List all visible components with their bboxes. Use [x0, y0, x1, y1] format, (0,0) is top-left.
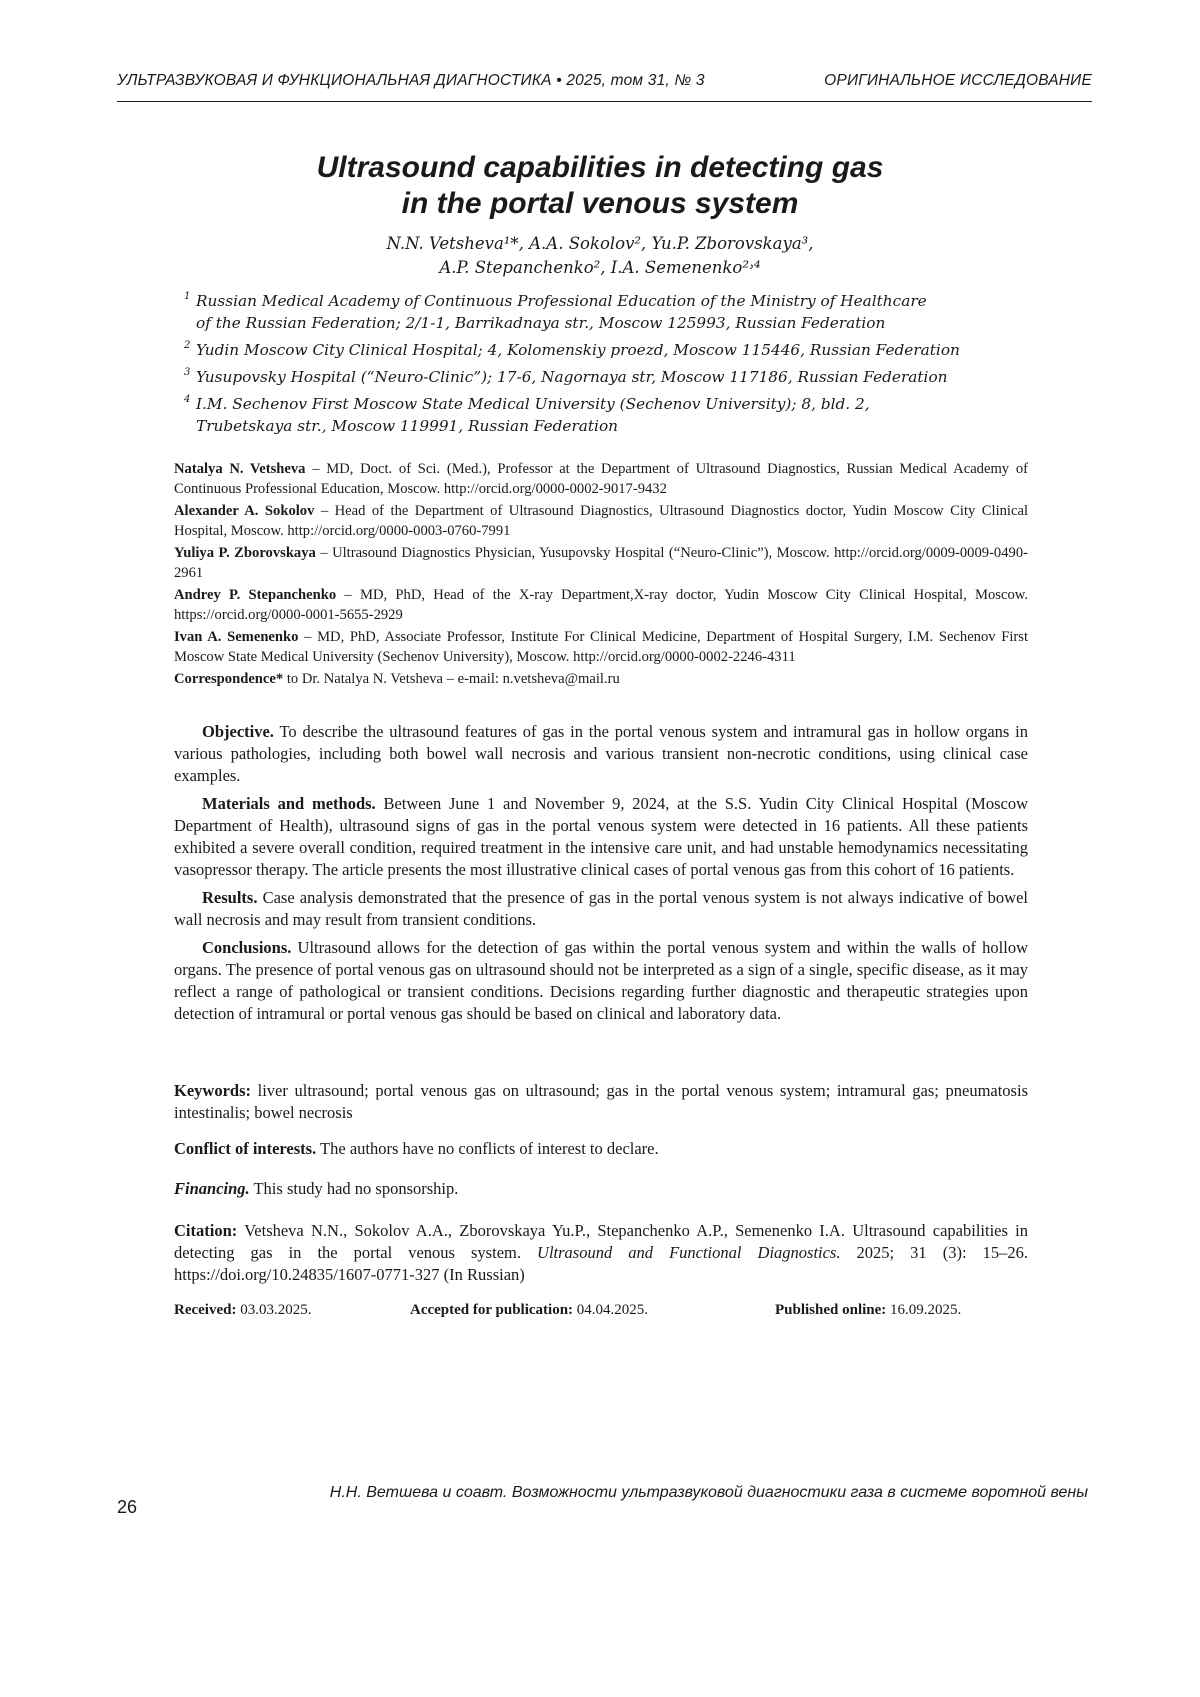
citation	[174, 1220, 1028, 1286]
section-label: ОРИГИНАЛЬНОЕ ИССЛЕДОВАНИЕ	[824, 72, 1092, 90]
conflict-label: Conflict of interests.	[174, 1139, 316, 1158]
affiliation-text: Russian Medical Academy of Continuous Professional Education of the Ministry of Healthcare	[196, 290, 1100, 312]
financing	[174, 1178, 1028, 1200]
affiliation-1	[184, 290, 1100, 334]
abstract-text: Case analysis demonstrated that the presence of gas in the portal venous system is not always indicative of bowel wall necrosis and may result from transient conditions.	[174, 888, 1028, 929]
author-bio	[174, 459, 1028, 499]
correspondence	[174, 669, 1028, 689]
affiliation-text: of the Russian Federation; 2/1-1, Barrikadnaya str., Moscow 125993, Russian Federation	[196, 312, 1100, 334]
bio-name: Yuliya P. Zborovskaya	[174, 545, 316, 561]
header-divider	[117, 101, 1092, 102]
date-label: Received:	[174, 1302, 236, 1318]
abstract-methods	[174, 793, 1028, 881]
abstract-label: Materials and methods.	[202, 794, 376, 813]
financing-text: This study had no sponsorship.	[250, 1179, 459, 1198]
date-label: Accepted for publication:	[410, 1302, 573, 1318]
running-header	[117, 72, 1092, 90]
abstract-text: Between June 1 and November 9, 2024, at the S.S. Yudin City Clinical Hospital (Moscow Department of Health), ultrasound signs of gas in the portal venous system were detected in 16 patients. All these patients exhibited a severe overall condition, required treatment in the intensive care unit, and had unstable hemodynamics necessitating vasopressor therapy. The article presents the most illustrative clinical cases of portal venous gas from this cohort of 16 patients.	[174, 794, 1028, 879]
affiliation-number: 4	[184, 389, 190, 411]
citation-label: Citation:	[174, 1221, 237, 1240]
received-date	[174, 1300, 311, 1320]
running-footer: Н.Н. Ветшева и соавт. Возможности ультразвуковой диагностики газа в системе воротной вены	[330, 1484, 1088, 1502]
affiliation-text: Yudin Moscow City Clinical Hospital; 4, Kolomenskiy proezd, Moscow 115446, Russian Federation	[196, 339, 1100, 361]
citation-tail: 2025; 31 (3): 15–26. https://doi.org/10.24835/1607-0771-327 (In Russian)	[174, 1243, 1028, 1284]
abstract-text: To describe the ultrasound features of gas in the portal venous system and intramural gas in hollow organs in various pathologies, including both bowel wall necrosis and various transient non-necrotic conditions, using clinical case examples.	[174, 722, 1028, 785]
article-page	[0, 0, 1200, 1697]
abstract-text: Ultrasound allows for the detection of gas within the portal venous system and within the walls of hollow organs. The presence of portal venous gas on ultrasound should not be interpreted as a sign of a single, specific disease, as it may reflect a range of pathological or transient conditions. Decisions regarding further diagnostic and therapeutic strategies upon detection of intramural or portal venous gas should be based on clinical and laboratory data.	[174, 938, 1028, 1023]
author-list	[0, 232, 1200, 280]
authors-line-1: N.N. Vetsheva¹*, A.A. Sokolov², Yu.P. Zborovskaya³,	[0, 232, 1200, 256]
author-bio	[174, 585, 1028, 625]
affiliations	[184, 290, 1100, 442]
affiliation-number: 3	[184, 362, 190, 384]
affiliation-number: 2	[184, 335, 190, 357]
author-bios	[174, 459, 1028, 691]
keywords	[174, 1080, 1028, 1124]
bio-text: – MD, PhD, Associate Professor, Institute For Clinical Medicine, Department of Hospital Surgery, I.M. Sechenov First Moscow State Medical University (Sechenov University), Moscow. http://orcid.org/0000-0002-2246-4311	[174, 629, 1028, 665]
article-title	[0, 150, 1200, 222]
affiliation-3	[184, 366, 1100, 388]
correspondence-label: Correspondence*	[174, 671, 283, 687]
abstract	[174, 721, 1028, 1031]
date-label: Published online:	[775, 1302, 886, 1318]
page-number: 26	[117, 1497, 137, 1518]
date-value: 16.09.2025.	[886, 1302, 961, 1318]
keywords-label: Keywords:	[174, 1081, 251, 1100]
abstract-label: Conclusions.	[202, 938, 291, 957]
abstract-conclusions	[174, 937, 1028, 1025]
accepted-date	[410, 1300, 648, 1320]
bio-text: – MD, Doct. of Sci. (Med.), Professor at the Department of Ultrasound Diagnostics, Russian Medical Academy of Continuous Professional Education, Moscow. http://orcid.org/0000-0002-9017-9432	[174, 461, 1028, 497]
title-line-2: in the portal venous system	[0, 186, 1200, 222]
date-value: 04.04.2025.	[573, 1302, 648, 1318]
affiliation-text: Yusupovsky Hospital (“Neuro-Clinic”); 17-6, Nagornaya str, Moscow 117186, Russian Federation	[196, 366, 1100, 388]
date-value: 03.03.2025.	[236, 1302, 311, 1318]
abstract-results	[174, 887, 1028, 931]
author-bio	[174, 543, 1028, 583]
affiliation-number: 1	[184, 286, 190, 308]
abstract-label: Results.	[202, 888, 257, 907]
authors-line-2: A.P. Stepanchenko², I.A. Semenenko²˒⁴	[0, 256, 1200, 280]
affiliation-text: Trubetskaya str., Moscow 119991, Russian Federation	[196, 415, 1100, 437]
bio-name: Alexander A. Sokolov	[174, 503, 314, 519]
conflict-text: The authors have no conflicts of interest to declare.	[316, 1139, 658, 1158]
bio-name: Natalya N. Vetsheva	[174, 461, 305, 477]
keywords-text: liver ultrasound; portal venous gas on ultrasound; gas in the portal venous system; intramural gas; pneumatosis intestinalis; bowel necrosis	[174, 1081, 1028, 1122]
abstract-objective	[174, 721, 1028, 787]
affiliation-text: I.M. Sechenov First Moscow State Medical University (Sechenov University); 8, bld. 2,	[196, 393, 1100, 415]
title-line-1: Ultrasound capabilities in detecting gas	[0, 150, 1200, 186]
published-date	[775, 1300, 961, 1320]
conflict-of-interest	[174, 1138, 1028, 1160]
author-bio	[174, 501, 1028, 541]
affiliation-2	[184, 339, 1100, 361]
citation-text: Vetsheva N.N., Sokolov A.A., Zborovskaya Yu.P., Stepanchenko A.P., Semenenko I.A. Ultrasound capabilities in detecting gas in the portal venous system.	[174, 1221, 1028, 1262]
bio-text: – MD, PhD, Head of the X-ray Department,X-ray doctor, Yudin Moscow City Clinical Hospital, Moscow. https://orcid.org/0000-0001-5655-2929	[174, 587, 1028, 623]
journal-name: УЛЬТРАЗВУКОВАЯ И ФУНКЦИОНАЛЬНАЯ ДИАГНОСТИКА • 2025, том 31, № 3	[117, 72, 705, 90]
affiliation-4	[184, 393, 1100, 437]
citation-journal: Ultrasound and Functional Diagnostics.	[537, 1243, 840, 1262]
abstract-label: Objective.	[202, 722, 274, 741]
correspondence-text: to Dr. Natalya N. Vetsheva – e-mail: n.vetsheva@mail.ru	[283, 671, 620, 687]
financing-label: Financing.	[174, 1179, 250, 1198]
bio-text: – Ultrasound Diagnostics Physician, Yusupovsky Hospital (“Neuro-Clinic”), Moscow. http://orcid.org/0009-0009-0490-2961	[174, 545, 1028, 581]
bio-name: Ivan A. Semenenko	[174, 629, 298, 645]
bio-text: – Head of the Department of Ultrasound Diagnostics, Ultrasound Diagnostics doctor, Yudin Moscow City Clinical Hospital, Moscow. http://orcid.org/0000-0003-0760-7991	[174, 503, 1028, 539]
author-bio	[174, 627, 1028, 667]
bio-name: Andrey P. Stepanchenko	[174, 587, 336, 603]
